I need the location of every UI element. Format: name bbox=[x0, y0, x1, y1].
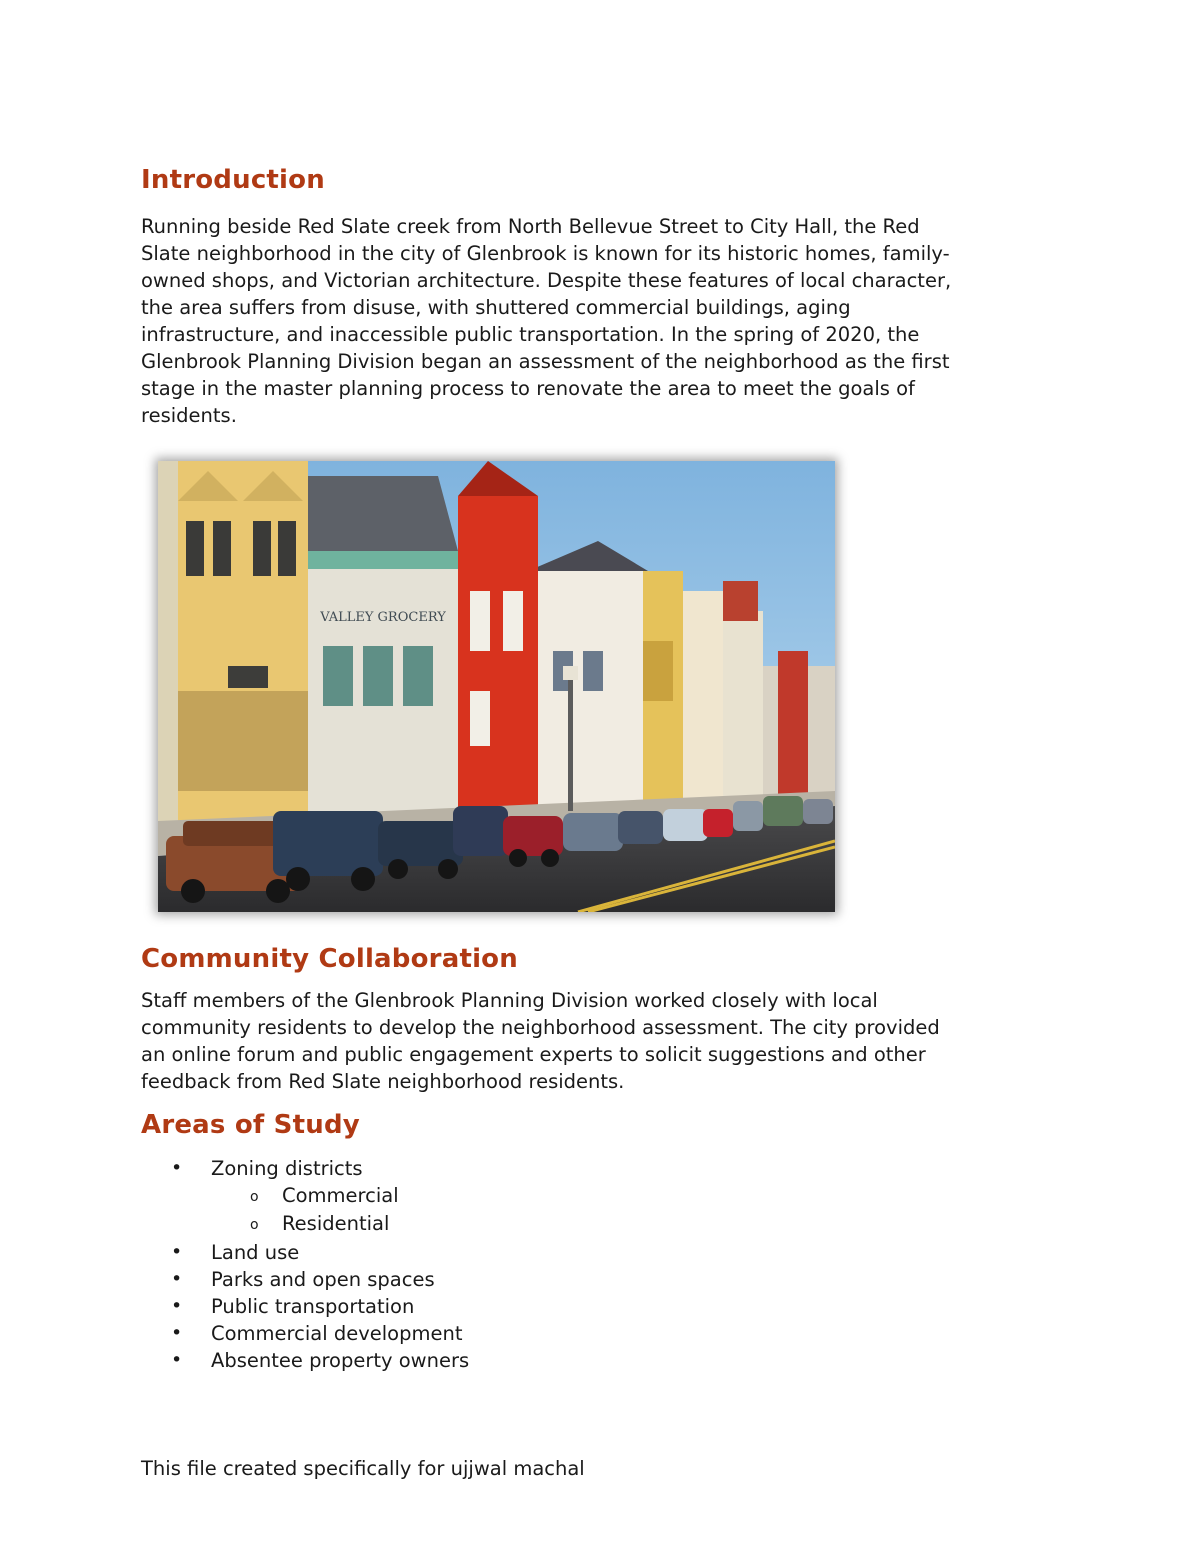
intro-line: Slate neighborhood in the city of Glenbrook is known for its historic homes, family- bbox=[141, 242, 950, 265]
bullet-icon: • bbox=[171, 1349, 183, 1371]
intro-line: stage in the master planning process to renovate the area to meet the goals of bbox=[141, 377, 915, 400]
collab-line: an online forum and public engagement experts to solicit suggestions and other bbox=[141, 1043, 926, 1066]
list-item-label: Commercial development bbox=[211, 1322, 463, 1345]
bullet-icon: • bbox=[171, 1268, 183, 1290]
collab-heading: Community Collaboration bbox=[141, 944, 518, 974]
street-photo bbox=[158, 461, 835, 912]
list-item-label: Public transportation bbox=[211, 1295, 415, 1318]
sub-list-item bbox=[141, 1182, 841, 1209]
study-list bbox=[141, 1155, 841, 1374]
intro-line: infrastructure, and inaccessible public transportation. In the spring of 2020, the bbox=[141, 323, 920, 346]
intro-paragraph bbox=[141, 213, 1061, 429]
bullet-icon: • bbox=[171, 1241, 183, 1263]
list-item-label: Absentee property owners bbox=[211, 1349, 470, 1372]
list-item-label: Zoning districts bbox=[211, 1157, 363, 1180]
list-item bbox=[141, 1239, 841, 1266]
collab-line: community residents to develop the neighborhood assessment. The city provided bbox=[141, 1016, 940, 1039]
collab-line: feedback from Red Slate neighborhood residents. bbox=[141, 1070, 625, 1093]
collab-line: Staff members of the Glenbrook Planning Division worked closely with local bbox=[141, 989, 878, 1012]
list-item bbox=[141, 1347, 841, 1374]
study-heading: Areas of Study bbox=[141, 1110, 360, 1140]
sub-bullet-icon: o bbox=[250, 1217, 259, 1233]
sub-list-item bbox=[141, 1210, 841, 1237]
list-item bbox=[141, 1155, 841, 1237]
collab-paragraph bbox=[141, 987, 1061, 1095]
intro-line: Glenbrook Planning Division began an assessment of the neighborhood as the first bbox=[141, 350, 950, 373]
list-item bbox=[141, 1266, 841, 1293]
intro-heading: Introduction bbox=[141, 165, 325, 195]
list-item bbox=[141, 1320, 841, 1347]
list-item-label: Land use bbox=[211, 1241, 300, 1264]
sub-bullet-icon: o bbox=[250, 1189, 259, 1205]
list-item-label: Parks and open spaces bbox=[211, 1268, 435, 1291]
intro-line: Running beside Red Slate creek from North Bellevue Street to City Hall, the Red bbox=[141, 215, 920, 238]
intro-line: the area suffers from disuse, with shuttered commercial buildings, aging bbox=[141, 296, 851, 319]
intro-line: residents. bbox=[141, 404, 237, 427]
bullet-icon: • bbox=[171, 1157, 183, 1179]
bullet-icon: • bbox=[171, 1295, 183, 1317]
intro-line: owned shops, and Victorian architecture. Despite these features of local character, bbox=[141, 269, 952, 292]
bullet-icon: • bbox=[171, 1322, 183, 1344]
list-item bbox=[141, 1293, 841, 1320]
sub-list-item-label: Commercial bbox=[282, 1184, 399, 1207]
footer-note: This file created specifically for ujjwal machal bbox=[141, 1457, 585, 1480]
sub-list-item-label: Residential bbox=[282, 1212, 390, 1235]
storefront-sign: VALLEY GROCERY bbox=[320, 610, 446, 625]
sub-list bbox=[141, 1182, 841, 1237]
street-scene-illustration bbox=[158, 461, 835, 912]
